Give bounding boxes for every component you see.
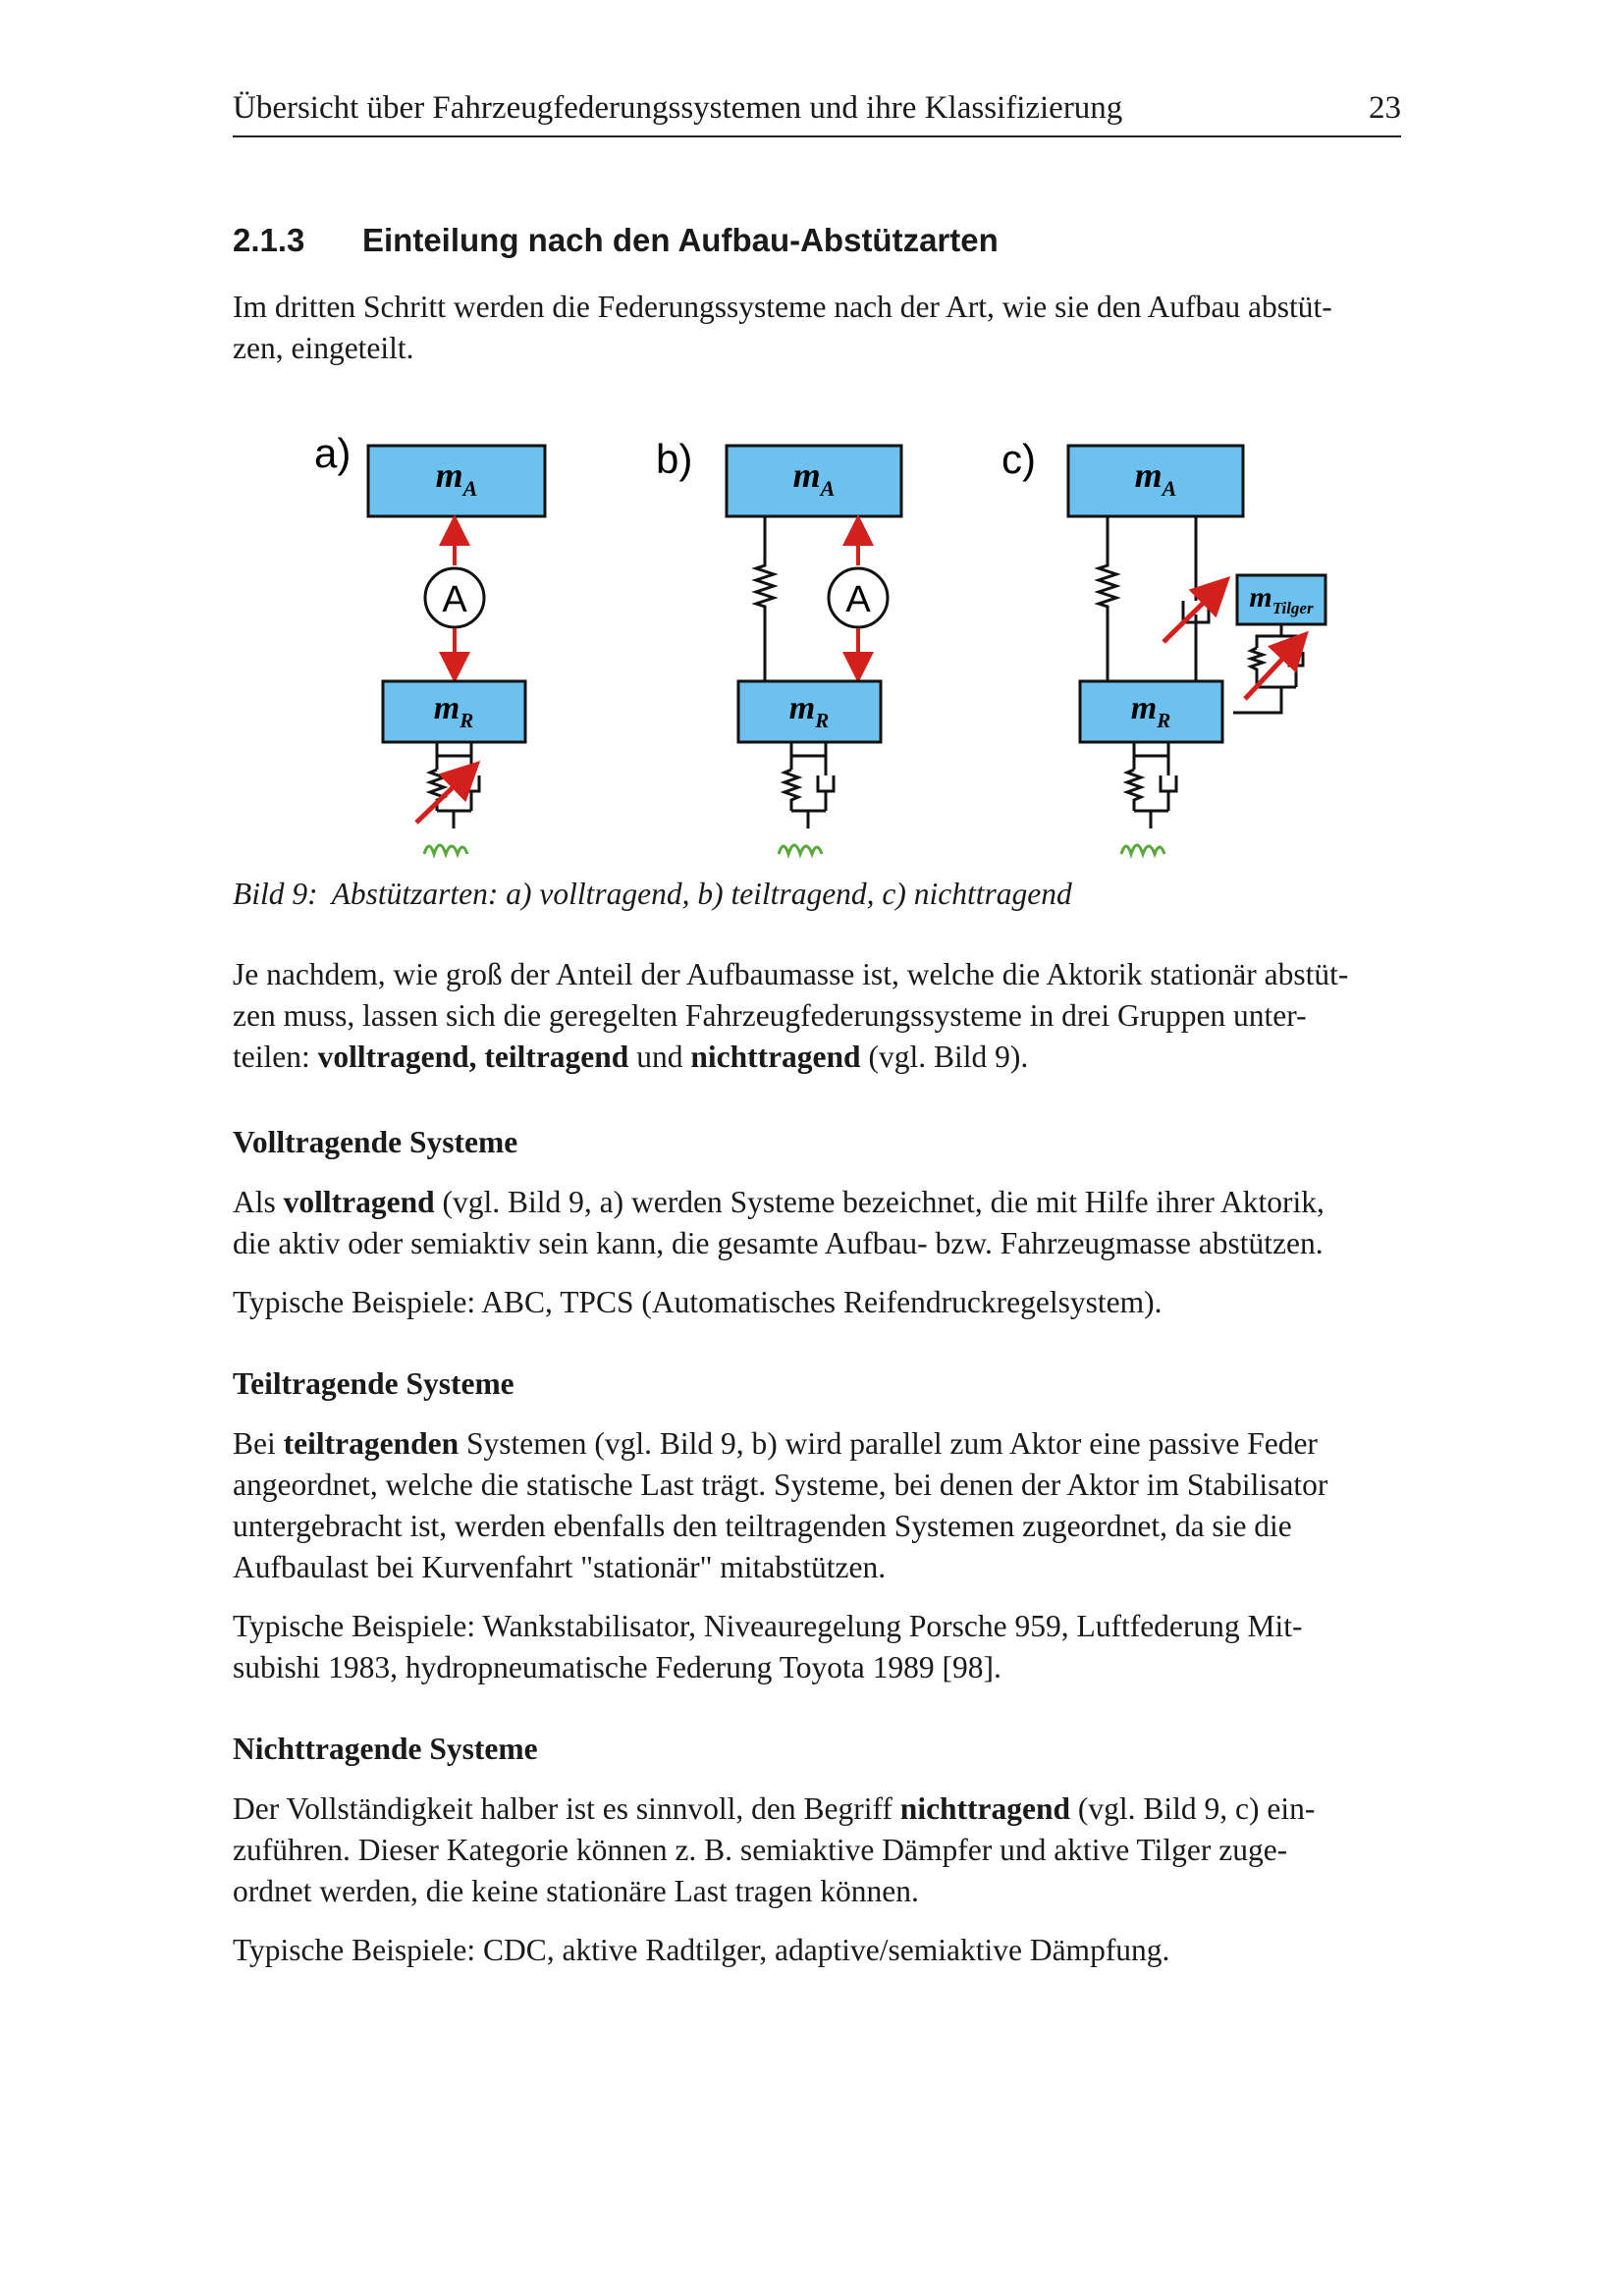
text-line: Im dritten Schritt werden die Federungssysteme nach der Art, wie sie den Aufbau abstüt-: [233, 290, 1332, 324]
section-number: 2.1.3: [233, 222, 305, 258]
subheading-nichttragend: Nichttragende Systeme: [233, 1732, 538, 1766]
body-mass-a: [368, 446, 545, 516]
text-line: zuführen. Dieser Kategorie können z. B. semiaktive Dämpfer und aktive Tilger zuge-: [233, 1833, 1288, 1867]
text-line: die aktiv oder semiaktiv sein kann, die gesamte Aufbau- bzw. Fahrzeugmasse abstützen.: [233, 1226, 1324, 1260]
text-line: Aufbaulast bei Kurvenfahrt "stationär" mitabstützen.: [233, 1550, 887, 1584]
svg-text:mA: $m_A$: [435, 455, 478, 501]
figure-caption: [233, 877, 1072, 912]
svg-text:mR: $m_R$: [788, 690, 830, 732]
svg-text:mTilger: $m_{Tilger}$: [1249, 581, 1314, 617]
text-line: angeordnet, welche die statische Last trägt. Systeme, bei denen der Aktor im Stabilisator: [233, 1468, 1328, 1502]
ground-icon-b: [779, 845, 822, 854]
text-line: Der Vollständigkeit halber ist es sinnvoll, den Begriff nichttragend (vgl. Bild 9, c) ein-: [233, 1791, 1316, 1826]
paragraph-nichttragend: [233, 1789, 1401, 1912]
paragraph-overview: [233, 954, 1401, 1078]
examples-volltragend: Typische Beispiele: ABC, TPCS (Automatisches Reifendruckregelsystem).: [233, 1285, 1163, 1319]
text-line: Als volltragend (vgl. Bild 9, a) werden Systeme bezeichnet, die mit Hilfe ihrer Aktorik,: [233, 1185, 1325, 1219]
body-mass-b: [727, 446, 901, 516]
actuator-label-a: A: [442, 579, 467, 620]
text-line: untergebracht ist, werden ebenfalls den teiltragenden Systemen zugeordnet, da sie die: [233, 1509, 1292, 1543]
variable-damper-arrow-a: [416, 768, 473, 823]
section-title: Einteilung nach den Aufbau-Abstützarten: [362, 222, 999, 258]
ground-icon-c: [1121, 845, 1164, 854]
text-line: ordnet werden, die keine stationäre Last tragen können.: [233, 1874, 919, 1908]
caption-text: Abstützarten: a) volltragend, b) teiltragend, c) nichttragend: [331, 877, 1072, 911]
text-line: teilen: volltragend, teiltragend und nichttragend (vgl. Bild 9).: [233, 1040, 1029, 1074]
panel-label-a: a): [314, 430, 352, 476]
svg-text:mR: $m_R$: [433, 690, 474, 732]
damper-arrow-c: [1163, 583, 1223, 642]
wheel-mass-b: [738, 681, 881, 742]
examples-nichttragend: Typische Beispiele: CDC, aktive Radtilger, adaptive/semiaktive Dämpfung.: [233, 1933, 1170, 1967]
running-title: Übersicht über Fahrzeugfederungssystemen und ihre Klassifizierung: [233, 90, 1123, 126]
text-line: Bei teiltragenden Systemen (vgl. Bild 9, b) wird parallel zum Aktor eine passive Feder: [233, 1426, 1318, 1461]
tilger-mass: [1237, 575, 1325, 624]
passive-spring-b: [756, 516, 774, 681]
subheading-teiltragend: Teiltragende Systeme: [233, 1366, 514, 1401]
panel-a: [368, 446, 545, 854]
text-line: zen, eingeteilt.: [233, 331, 414, 365]
text-line: Typische Beispiele: Wankstabilisator, Niveauregelung Porsche 959, Luftfederung Mit-: [233, 1609, 1303, 1643]
tire-spring-damper-b: [784, 742, 834, 828]
svg-text:mA: $m_A$: [792, 455, 836, 501]
text-line: subishi 1983, hydropneumatische Federung Toyota 1989 [98].: [233, 1650, 1001, 1684]
wheel-mass-a: [383, 681, 525, 742]
subheading-volltragend: Volltragende Systeme: [233, 1125, 518, 1159]
panel-label-c: c): [1001, 436, 1036, 482]
examples-teiltragend: [233, 1606, 1401, 1688]
panel-b: [727, 446, 901, 854]
wheel-mass-c: [1080, 681, 1222, 742]
text-line: zen muss, lassen sich die geregelten Fahrzeugfederungssysteme in drei Gruppen unter-: [233, 998, 1307, 1033]
ground-icon-a: [424, 845, 467, 854]
page-number: 23: [1369, 90, 1401, 126]
panel-label-b: b): [656, 436, 693, 482]
passive-spring-c: [1099, 516, 1116, 681]
paragraph-teiltragend: [233, 1423, 1401, 1588]
svg-text:mR: $m_R$: [1130, 690, 1171, 732]
tire-spring-damper-c: [1127, 742, 1176, 828]
paragraph-volltragend: [233, 1182, 1401, 1264]
body-mass-c: [1068, 446, 1243, 516]
actuator-label-b: A: [845, 579, 871, 620]
svg-text:mA: $m_A$: [1134, 455, 1177, 501]
caption-label: Bild 9:: [233, 877, 318, 911]
figure-bild-9: [0, 0, 1623, 883]
tilger-spring-damper: [1233, 624, 1303, 713]
text-line: Je nachdem, wie groß der Anteil der Aufbaumasse ist, welche die Aktorik stationär abstüt-: [233, 957, 1349, 991]
panel-c: [1068, 446, 1325, 854]
